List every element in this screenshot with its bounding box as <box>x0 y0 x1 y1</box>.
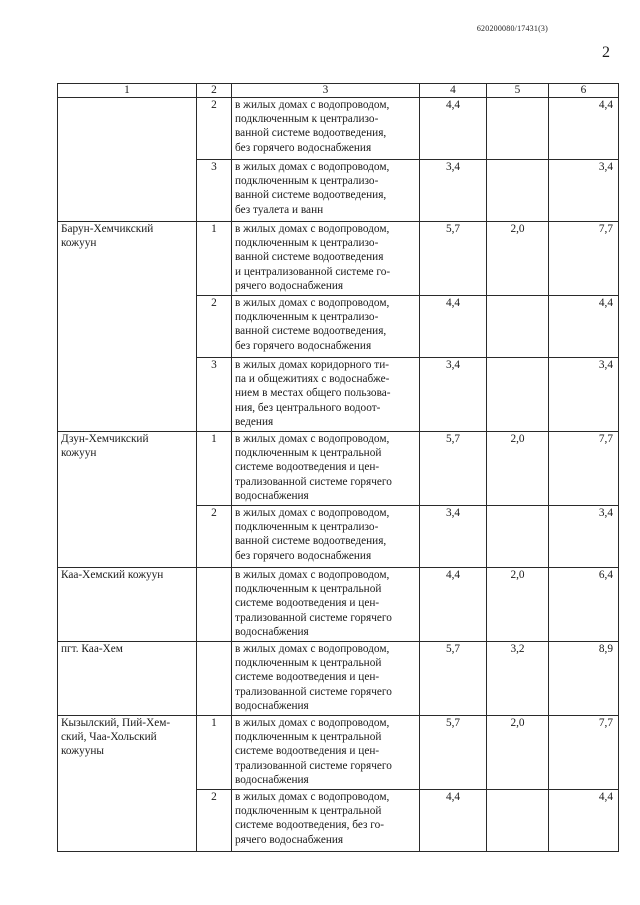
category-number-cell <box>197 222 232 296</box>
category-number-cell <box>197 568 232 642</box>
norm-col4-cell-value: 3,4 <box>445 161 461 173</box>
description-cell: в жилых домах с водопроводом, подключенным к централизо- ванной системе водоотведения, без горячего водоснабжения <box>232 98 420 160</box>
category-number-cell <box>197 296 232 358</box>
norm-col5-cell <box>487 296 549 358</box>
norm-total-cell-value: 8,9 <box>598 643 613 655</box>
description-cell: в жилых домах с водопроводом, подключенным к центральной системе водоотведения и цен- трализованной системе горячего водоснабжения <box>232 716 420 790</box>
category-number-cell <box>197 790 232 852</box>
norm-total-cell-value: 7,7 <box>598 433 613 445</box>
norm-total-cell-value: 3,4 <box>598 507 613 519</box>
norm-col4-cell-value: 5,7 <box>445 433 461 445</box>
norm-col4-cell-value: 3,4 <box>445 507 461 519</box>
norm-total-cell-value: 4,4 <box>598 297 613 309</box>
norm-col5-cell <box>487 716 549 790</box>
description-cell: в жилых домах с водопроводом, подключенным к центральной системе водоотведения, без го- рячего водоснабжения <box>232 790 420 852</box>
norm-col4-cell <box>420 160 487 222</box>
norm-col4-cell <box>420 358 487 432</box>
norm-total-cell <box>549 790 619 852</box>
norm-col4-cell-value: 3,4 <box>445 359 461 371</box>
column-header: 3 <box>232 84 420 98</box>
category-number-cell-value: 2 <box>211 507 217 519</box>
description-cell: в жилых домах коридорного ти- па и общежитиях с водоснабже- нием в местах общего пользова- ния, без центрального водоот- ведения <box>232 358 420 432</box>
description-cell: в жилых домах с водопроводом, подключенным к централизо- ванной системе водоотведения, без туалета и ванн <box>232 160 420 222</box>
norm-col4-cell <box>420 716 487 790</box>
category-number-cell-value: 2 <box>211 791 217 803</box>
norm-col4-cell <box>420 568 487 642</box>
norm-col4-cell <box>420 790 487 852</box>
category-number-cell <box>197 160 232 222</box>
norm-total-cell <box>549 506 619 568</box>
description-cell: в жилых домах с водопроводом, подключенным к централизо- ванной системе водоотведения, без горячего водоснабжения <box>232 296 420 358</box>
region-name-cell: Барун-Хемчикский кожуун <box>58 222 197 432</box>
document-id: 620200080/17431(3) <box>476 24 548 33</box>
norm-col5-cell-value: 2,0 <box>510 223 525 235</box>
category-number-cell-value: 2 <box>211 99 217 111</box>
column-header: 5 <box>487 84 549 98</box>
norm-col4-cell-value: 4,4 <box>445 297 461 309</box>
category-number-cell <box>197 358 232 432</box>
norm-col4-cell-value: 4,4 <box>445 791 461 803</box>
table-row <box>58 568 619 642</box>
norm-col5-cell <box>487 160 549 222</box>
norm-total-cell-value: 3,4 <box>598 161 613 173</box>
norm-col4-cell <box>420 432 487 506</box>
norm-total-cell-value: 4,4 <box>598 791 613 803</box>
norm-total-cell <box>549 716 619 790</box>
region-name-cell <box>58 98 197 222</box>
norm-total-cell <box>549 296 619 358</box>
norm-total-cell-value: 6,4 <box>598 569 613 581</box>
category-number-cell <box>197 642 232 716</box>
norm-col4-cell <box>420 222 487 296</box>
norm-total-cell <box>549 432 619 506</box>
region-name-cell: Каа-Хемский кожуун <box>58 568 197 642</box>
norm-col4-cell <box>420 296 487 358</box>
region-name-cell: Кызылский, Пий-Хем- ский, Чаа-Хольский кожууны <box>58 716 197 852</box>
category-number-cell-value: 1 <box>211 717 217 729</box>
norm-col5-cell-value: 2,0 <box>510 569 525 581</box>
norm-col4-cell-value: 5,7 <box>445 223 461 235</box>
page-number: 2 <box>602 44 610 61</box>
norm-total-cell-value: 4,4 <box>598 99 613 111</box>
table-row <box>58 432 619 506</box>
norm-col5-cell <box>487 222 549 296</box>
norm-total-cell <box>549 568 619 642</box>
norm-col5-cell <box>487 642 549 716</box>
description-cell: в жилых домах с водопроводом, подключенным к централизо- ванной системе водоотведения и централизованной системе го- рячего водоснабжения <box>232 222 420 296</box>
region-name-cell: Дзун-Хемчикский кожуун <box>58 432 197 568</box>
region-name-cell: пгт. Каа-Хем <box>58 642 197 716</box>
description-cell: в жилых домах с водопроводом, подключенным к центральной системе водоотведения и цен- трализованной системе горячего водоснабжения <box>232 568 420 642</box>
norm-total-cell <box>549 160 619 222</box>
norm-total-cell <box>549 222 619 296</box>
table-header-row <box>58 84 619 98</box>
norm-col5-cell-value: 2,0 <box>510 433 525 445</box>
category-number-cell-value: 2 <box>211 297 217 309</box>
norm-col4-cell-value: 4,4 <box>445 569 461 581</box>
norm-total-cell-value: 7,7 <box>598 717 613 729</box>
table-row <box>58 98 619 160</box>
norm-col5-cell <box>487 568 549 642</box>
norm-total-cell <box>549 98 619 160</box>
category-number-cell-value: 1 <box>211 433 217 445</box>
norm-col5-cell <box>487 432 549 506</box>
norm-total-cell <box>549 642 619 716</box>
column-header: 4 <box>420 84 487 98</box>
norm-col5-cell <box>487 358 549 432</box>
category-number-cell-value: 1 <box>211 223 217 235</box>
norm-col4-cell <box>420 642 487 716</box>
category-number-cell <box>197 98 232 160</box>
norm-col5-cell-value: 3,2 <box>510 643 525 655</box>
column-header: 2 <box>197 84 232 98</box>
table-row <box>58 222 619 296</box>
column-header: 6 <box>549 84 619 98</box>
category-number-cell <box>197 506 232 568</box>
norm-total-cell-value: 3,4 <box>598 359 613 371</box>
category-number-cell-value: 3 <box>211 161 217 173</box>
norm-col4-cell <box>420 506 487 568</box>
norm-total-cell <box>549 358 619 432</box>
norm-col4-cell-value: 5,7 <box>445 643 461 655</box>
description-cell: в жилых домах с водопроводом, подключенным к центральной системе водоотведения и цен- трализованной системе горячего водоснабжения <box>232 432 420 506</box>
tariff-table <box>57 83 619 852</box>
table-row <box>58 642 619 716</box>
norm-col4-cell-value: 5,7 <box>445 717 461 729</box>
description-cell: в жилых домах с водопроводом, подключенным к централизо- ванной системе водоотведения, без горячего водоснабжения <box>232 506 420 568</box>
category-number-cell <box>197 716 232 790</box>
norm-col4-cell <box>420 98 487 160</box>
norm-col4-cell-value: 4,4 <box>445 99 461 111</box>
table-row <box>58 716 619 790</box>
category-number-cell-value: 3 <box>211 359 217 371</box>
norm-col5-cell <box>487 98 549 160</box>
norm-col5-cell-value: 2,0 <box>510 717 525 729</box>
category-number-cell <box>197 432 232 506</box>
column-header: 1 <box>58 84 197 98</box>
norm-total-cell-value: 7,7 <box>598 223 613 235</box>
description-cell: в жилых домах с водопроводом, подключенным к центральной системе водоотведения и цен- трализованной системе горячего водоснабжения <box>232 642 420 716</box>
norm-col5-cell <box>487 506 549 568</box>
norm-col5-cell <box>487 790 549 852</box>
